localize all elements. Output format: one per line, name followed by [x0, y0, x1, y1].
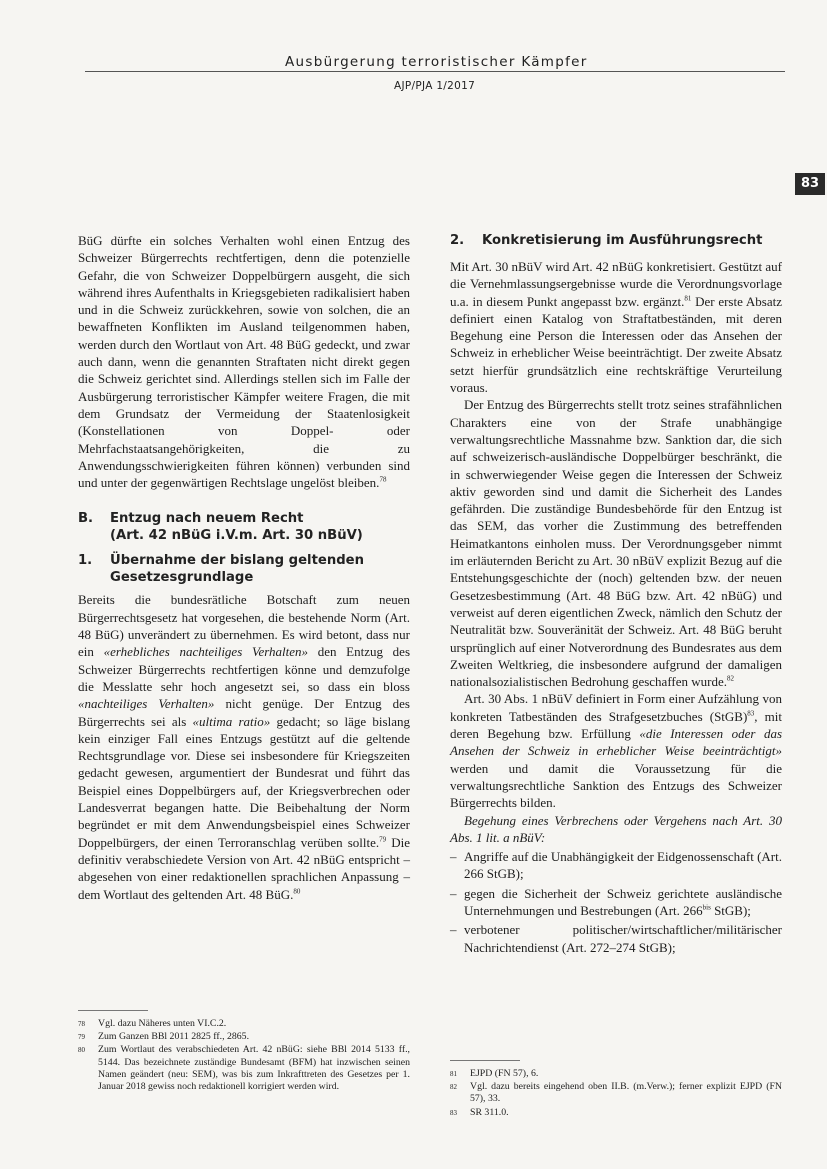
- header-rule: [85, 71, 785, 72]
- footnote-rule-left: [78, 1010, 148, 1011]
- header-title: Ausbürgerung terroristischer Kämpfer: [285, 54, 588, 70]
- footnote-ref[interactable]: 80: [293, 887, 301, 896]
- footnote-ref[interactable]: 78: [379, 475, 387, 484]
- list-item: – verbotener politischer/wirtschaftlicher/militärischer Nachrichtendienst (Art. 272–274 StGB);: [450, 921, 782, 956]
- footnotes-left: [78, 1018, 410, 1094]
- footnotes-right: [450, 1068, 782, 1120]
- list-item: – Angriffe auf die Unabhängigkeit der Eidgenossenschaft (Art. 266 StGB);: [450, 848, 782, 883]
- list-item: – gegen die Sicherheit der Schweiz gerichtete ausländische Unternehmungen und Bestrebungen (Art. $266^{bis}$ StGB);: [450, 885, 782, 920]
- paragraph-right-2: Der Entzug des Bürgerrechts stellt trotz seines strafähnlichen Charakters eine von der Strafe unabhängige verwaltungsrechtliche Massnahme bzw. Sanktion dar, die sich auf schweizerisch-ausländische Doppelbürger beschränkt, die in schwerwiegender Weise gegen die Interessen der Schweiz aktiv geworden sind und damit die Sicherheit des Landes gefährden. Die zuständige Bundesbehörde für den Entzug ist das SEM, das vorher die Zustimmung des betreffenden Heimatkantons einholen muss. Der Verordnungsgeber nimmt im erläuternden Bericht zu Art. 30 nBüV explizit Bezug auf die Entstehungsgeschichte der (noch) geltenden bzw. der neuen Gesetzesbestimmung (Art. 48 BüG bzw. Art. 42 nBüG) und verweist auf deren eigentlichen Zweck, nämlich den Schutz der Neutralität bzw. Souveränität der Schweiz. Art. 48 BüG beruht ursprünglich auf einer Notverordnung des Bundesrates aus dem Zweiten Weltkrieg, die insbesondere aufgrund der damaligen nationalsozialistischen Bedrohung geschaffen wurde.$^{82}$: [450, 397, 782, 690]
- left-column: [78, 232, 410, 903]
- section-heading-b: B. Entzug nach neuem Recht (Art. 42 nBüG i.V.m. Art. 30 nBüV): [78, 511, 363, 544]
- footnote: 80 Zum Wortlaut des verabschiedeten Art. 42 nBüG: siehe BBl 2014 5133 ff., 5144. Das bezeichnete zuständige Bundesamt (BFM) hat inzwischen seinen Namen geändert (neu: SEM), was bis zum Inkrafttreten des Gesetzes per 1. Januar 2018 gewiss noch redaktionell korrigiert werden wird.: [78, 1044, 410, 1093]
- page-number-tab: 83: [795, 173, 825, 195]
- journal-issue: AJP/PJA 1/2017: [394, 80, 476, 92]
- footnote-ref[interactable]: 82: [727, 674, 735, 683]
- footnote: 79 Zum Ganzen BBl 2011 2825 ff., 2865.: [78, 1031, 250, 1043]
- paragraph-left-1: BüG dürfte ein solches Verhalten wohl einen Entzug des Schweizer Bürgerrechts rechtfertigen, denn die potenzielle Gefahr, die von Schweizer Doppelbürgern ausgeht, die sich während ihres Aufenthalts in Kriegsgebieten radikalisiert haben und in die Schweiz zurückkehren, sowie von solchen, die an bewaffneten Konflikten im Ausland teilgenommen haben, werden durch den Wortlaut von Art. 48 BüG gedeckt, und zwar auch dann, wenn die genannten Straftaten nicht direkt gegen die Schweiz gerichtet sind. Allerdings stellen sich im Falle der Ausbürgerung terroristischer Kämpfer weitere Fragen, die mit dem Grundsatz der Vermeidung der Staatenlosigkeit (Konstellationen von Doppel- oder Mehrfachstaatsangehörigkeiten, die zu Anwendungsschwierigkeiten führen können) verbunden sind und unter der gegenwärtigen Rechtslage ungelöst bleiben.$^{78}$: [78, 233, 410, 491]
- subsection-heading-2: 2. Konkretisierung im Ausführungsrecht: [450, 233, 763, 248]
- footnote-rule-right: [450, 1060, 520, 1061]
- footnote: 82 Vgl. dazu bereits eingehend oben II.B. (m.Verw.); ferner explizit EJPD (FN 57), 33.: [450, 1081, 782, 1105]
- paragraph-right-3: Art. 30 Abs. 1 nBüV definiert in Form einer Aufzählung von konkreten Tatbeständen des Strafgesetzbuches (StGB)$^{83}$, mit deren Begehung bzw. Erfüllung «die Interessen oder das Ansehen der Schweiz in erheblicher Weise beeinträchtigt» werden und damit die Voraussetzung für die verwaltungsrechtliche Sanktion des Entzugs des Schweizer Bürgerrechts bilden.: [450, 691, 783, 811]
- paragraph-right-1: Mit Art. 30 nBüV wird Art. 42 nBüG konkretisiert. Gestützt auf die Vernehmlassungsergebnisse wurde die Verordnungsvorlage u.a. in diesem Punkt angepasst bzw. ergänzt.$^{81}$ Der erste Absatz definiert einen Katalog von Straftatbeständen, mit deren Begehung eine Person die Interessen oder das Ansehen der Schweiz in erheblicher Weise beeinträchtigt. Der zweite Absatz setzt hierfür grundsätzlich eine rechtskräftige Verurteilung voraus.: [450, 259, 782, 396]
- footnote-ref[interactable]: 79: [379, 835, 387, 844]
- footnote: 78 Vgl. dazu Näheres unten VI.C.2.: [78, 1018, 227, 1029]
- footnote: 81 EJPD (FN 57), 6.: [450, 1068, 539, 1079]
- footnote-ref[interactable]: 81: [684, 294, 692, 303]
- paragraph-left-2: Bereits die bundesrätliche Botschaft zum neuen Bürgerrechtsgesetz hat vorgesehen, die bestehende Norm (Art. 48 BüG) unverändert zu übernehmen. Es wird betont, dass nur ein «erhebliches nachteiliges Verhalten» den Entzug des Schweizer Bürgerrechts rechtfertigen könne und demzufolge die Messlatte sehr hoch angesetzt sei, so dass ein bloss «nachteiliges Verhalten» nicht genüge. Der Entzug des Bürgerrechts sei als «ultima ratio» gedacht; so läge bislang kein einziger Fall eines Entzugs gestützt auf die geltende Rechtsgrundlage vor. Diese sei insbesondere für Kriegszeiten gedacht gewesen, argumentiert der Bundesrat und führt das Beispiel eines Doppelbürgers auf, der Kriegsverbrechen oder Landesverrat begangen hatte. Die Beibehaltung der Norm begründet er mit dem Anwendungsbeispiel eines Schweizer Doppelbürgers, der einen Terroranschlag verüben sollte.$^{79}$ Die definitiv verabschiedete Version von Art. 42 nBüG entspricht – abgesehen von einer redaktionellen sprachlichen Anpassung – dem Wortlaut des geltenden Art. 48 BüG.$^{80}$: [78, 592, 411, 902]
- right-column: [450, 232, 782, 958]
- paragraph-right-4: Begehung eines Verbrechens oder Vergehens nach Art. 30 Abs. 1 lit. a nBüV:: [450, 812, 782, 845]
- footnote: 83 SR 311.0.: [450, 1106, 509, 1118]
- subsection-heading-1: 1. Übernahme der bislang geltenden Gesetzesgrundlage: [78, 553, 364, 586]
- offence-list: [450, 848, 782, 956]
- footnote-ref[interactable]: 83: [747, 709, 755, 718]
